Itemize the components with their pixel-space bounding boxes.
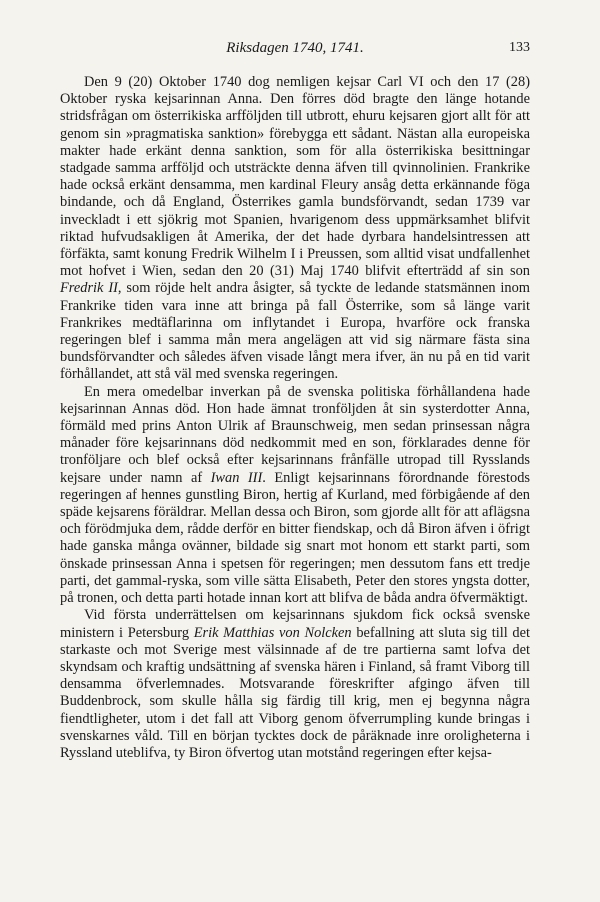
paragraph-2 [60,384,530,608]
paragraph-1-text: Den 9 (20) Oktober 1740 dog nemligen kejsar Carl VI och den 17 (28) Oktober ryska kejsarinnan Anna. Den förres död bragte den länge hotande stridsfrågan om österrikiska arfföljden till utbrott, ehuru kejsaren gjort allt för att genom sin »pragmatiska sanktion» förebygga ett sådant. Nästan alla europeiska makter hade erkänt denna sanktion, som för alla österrikiska besittningar stadgade samma arfföljd och utsträckte denna äfven till qvinnolinien. Frankrike hade också erkänt densamma, men kardinal Fleury ansåg detta erkännande föga bindande, och då England, Österrikes gamla bundsförvandt, sedan 1739 var inveckladt i ett sjökrig mot Spanien, hvarigenom dess uppmärksamhet blifvit riktad hufvudsakligen åt Amerika, der det hade dyrbara handelsintressen att förfäkta, samt konung Fredrik Wilhelm I i Preussen, som alltid visat undfallenhet mot hofvet i Wien, sedan den 20 (31) Maj 1740 blifvit efterträdd af sin son [60,74,530,280]
name-nolcken: Erik Matthias von Nolcken [193,624,352,641]
name-iwan-iii: Iwan III [210,469,263,486]
paragraph-1 [60,74,530,384]
book-page [60,40,530,762]
paragraph-3-text-cont: befallning att sluta sig till det starkaste och mot Sverige mest välsinnade af de tre partierna samt lofva det skyndsam och kraftig undsättning af svenska hären i Finland, så framt Viborg till densamma öfverlemnades. Motsvarande föreskrifter afgingo äfven till Buddenbrock, som skulle hålla sig färdig till krig, men ej begynna några fiendtligheter, utom i det fall att Viborg genom öfverrumpling kunde bringas i svenskarnes våld. Till en början tycktes dock de påräknade inre oroligheterna i Ryssland uteblifva, ty Biron öfvertog utan motstånd regeringen efter kejsa- [60,624,531,761]
page-number: 133 [509,40,530,55]
paragraph-3-text: Vid första underrättelsen om kejsarinnans sjukdom fick också svenske ministern i Petersburg [60,607,530,641]
running-head: Riksdagen 1740, 1741. [226,40,364,56]
paragraph-3 [60,607,530,762]
page-header [60,40,530,64]
paragraph-2-text-cont: . Enligt kejsarinnans förordnande förestods regeringen af hennes gunstling Biron, hertig af Kurland, med förbigående af den späde kejsarens föräldrar. Mellan dessa och Biron, som gjorde allt för att aflägsna och förödmjuka dem, rådde derför en bitter fiendskap, och då Biron äfven i öfrigt hade ganska många ovänner, bildade sig snart mot honom ett starkt parti, som önskade prinsessan Anna i spetsen för regeringen; men dessutom fans ett tredje parti, det gammal-ryska, som ville sätta Elisabeth, Peter den stores yngsta dotter, på tronen, och detta parti hotade innan kort att blifva de båda andra öfvermäktigt. [60,469,530,607]
paragraph-2-text: En mera omedelbar inverkan på de svenska politiska förhållandena hade kejsarinnan Annas död. Hon hade ämnat tronföljden åt sin systerdotter Anna, förmäld med prins Anton Ulrik af Braunschweig, men sedan prinsessan några månader före kejsarinnans död nedkommit med en son, förklarades denne för tronföljare och blef också efter kejsarinnans frånfälle utropad till Rysslands kejsare under namn af [60,383,530,486]
body-text [60,74,530,762]
paragraph-1-text-cont: , som röjde helt andra åsigter, så tyckte de ledande statsmännen inom Frankrike tiden vara inne att bringa på fall Österrike, som så länge varit Frankrikes medtäflarinna om inflytandet i Europa, hvarföre ock franska regeringen blef i samma mån mera angelägen att vid sig närmare fästa sina bundsförvandter och således äfven visade långt mera ifver, än nu på en tid varit förhållandet, att stå väl med svenska regeringen. [60,280,531,383]
name-fredrik-ii: Fredrik II [60,280,118,297]
